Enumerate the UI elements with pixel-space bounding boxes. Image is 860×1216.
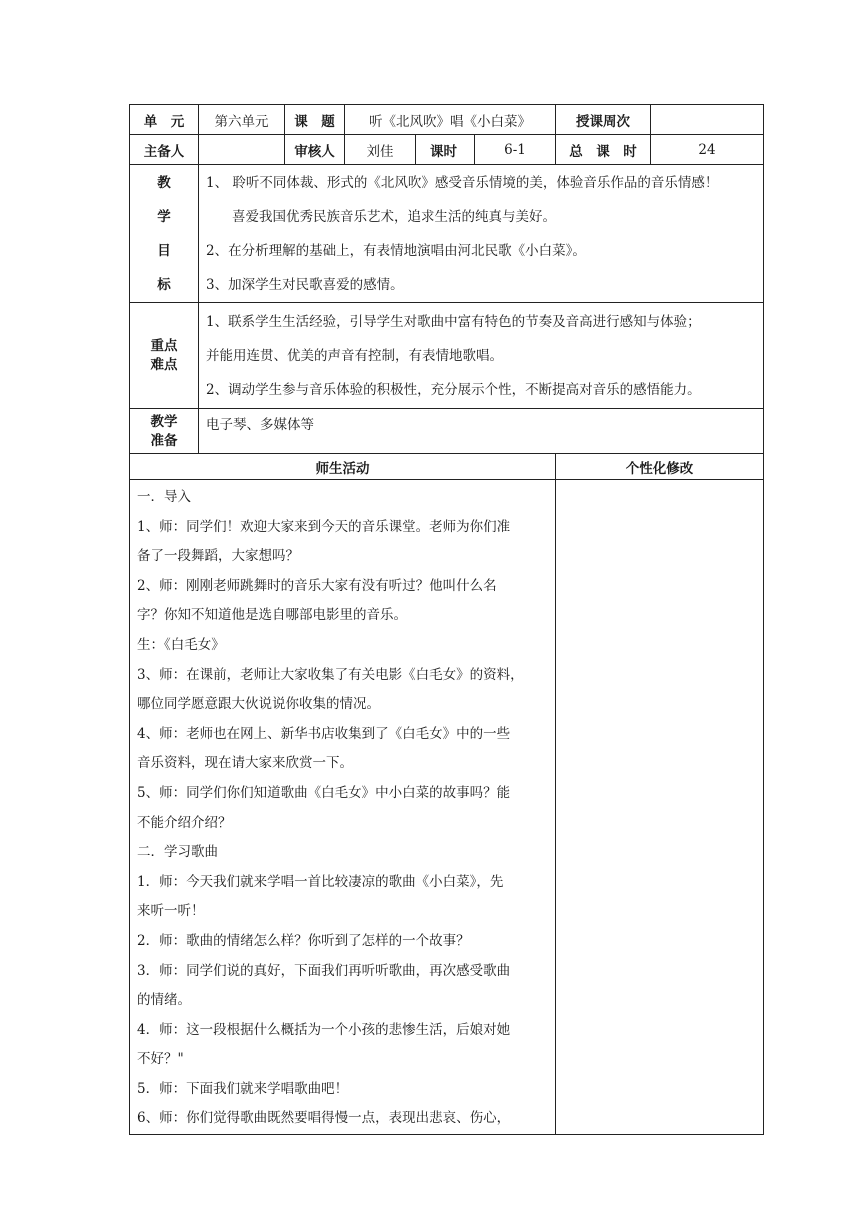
key-point-line: 1、联系学生生活经验，引导学生对歌曲中富有特色的节奏及音高进行感知与体验； [206,313,701,330]
goal-line: 喜爱我国优秀民族音乐艺术，追求生活的纯真与美好。 [232,208,556,225]
topic-value: 听《北风吹》唱《小白菜》 [345,105,556,135]
activities-header-row [130,454,764,480]
activities-header: 师生活动 [130,454,556,480]
activity-line: 字？你知不知道他是选自哪部电影里的音乐。 [137,607,407,624]
lesson-plan-table [129,104,764,1135]
activity-line: 不能介绍介绍？ [137,814,232,831]
period-value: 6-1 [475,135,556,165]
key-point-line: 并能用连贯、优美的声音有控制，有表情地歌唱。 [206,347,503,364]
total-label: 总 课 时 [556,135,651,165]
preparer-value [199,135,285,165]
goal-line: 2、在分析理解的基础上，有表情地演唱由河北民歌《小白菜》。 [206,242,586,259]
goal-line: 3、加深学生对民歌喜爱的感情。 [206,276,404,293]
header-row-2 [130,135,764,165]
activity-line: 生：《白毛女》 [137,636,225,653]
activity-line: 3、师：在课前，老师让大家收集了有关电影《白毛女》的资料， [137,666,524,683]
preparer-label: 主备人 [130,135,199,165]
key-point-line: 2、调动学生参与音乐体验的积极性，充分展示个性，不断提高对音乐的感悟能力。 [206,381,701,398]
activity-line: 1．师：今天我们就来学唱一首比较凄凉的歌曲《小白菜》，先 [137,873,504,890]
activity-line: 1、师：同学们！欢迎大家来到今天的音乐课堂。老师为你们准 [137,518,511,535]
activity-line: 2．师：歌曲的情绪怎么样？你听到了怎样的一个故事？ [137,932,470,949]
key-points-label: 重点 难点 [130,303,199,409]
week-label: 授课周次 [556,105,651,135]
total-value: 24 [651,135,764,165]
key-points-row [130,303,764,409]
activity-line: 4．师：这一段根据什么概括为一个小孩的悲惨生活，后娘对她 [137,1021,511,1038]
goal-line: 1、 聆听不同体裁、形式的《北风吹》感受音乐情境的美，体验音乐作品的音乐情感！ [206,174,719,191]
topic-label: 课 题 [285,105,345,135]
activity-line: 4、师：老师也在网上、新华书店收集到了《白毛女》中的一些 [137,725,511,742]
activity-line: 一．导入 [137,489,191,505]
activity-line: 音乐资料，现在请大家来欣赏一下。 [137,755,353,772]
activity-line: 不好？" [137,1051,184,1068]
activity-line: 6、师：你们觉得歌曲既然要唱得慢一点，表现出悲哀、伤心， [137,1110,511,1127]
activity-line: 备了一段舞蹈，大家想吗？ [137,548,299,565]
period-label: 课时 [416,135,475,165]
goals-content [199,165,764,303]
unit-value: 第六单元 [199,105,285,135]
activity-line: 2、师：刚刚老师跳舞时的音乐大家有没有听过？他叫什么名 [137,577,497,594]
activity-line: 5、师：同学们你们知道歌曲《白毛女》中小白菜的故事吗？能 [137,784,511,801]
activity-line: 哪位同学愿意跟大伙说说你收集的情况。 [137,696,380,713]
activity-line: 二．学习歌曲 [137,844,218,861]
reviewer-label: 审核人 [285,135,345,165]
activity-line: 3．师：同学们说的真好，下面我们再听听歌曲，再次感受歌曲 [137,962,511,979]
activity-line: 的情绪。 [137,992,191,1009]
activities-content [130,480,556,1135]
unit-label: 单 元 [130,105,199,135]
preparation-value: 电子琴、多媒体等 [199,409,764,454]
goals-label: 教 学 目 标 [130,165,199,303]
goals-row [130,165,764,303]
week-value [651,105,764,135]
preparation-row [130,409,764,454]
key-points-content [199,303,764,409]
preparation-label: 教学 准备 [130,409,199,454]
reviewer-value: 刘佳 [345,135,416,165]
header-row-1 [130,105,764,135]
activity-line: 来听一听！ [137,903,205,920]
activities-row [130,480,764,1135]
activity-line: 5．师：下面我们就来学唱歌曲吧！ [137,1080,349,1097]
personalization-notes [556,480,764,1135]
personalization-header: 个性化修改 [556,454,764,480]
